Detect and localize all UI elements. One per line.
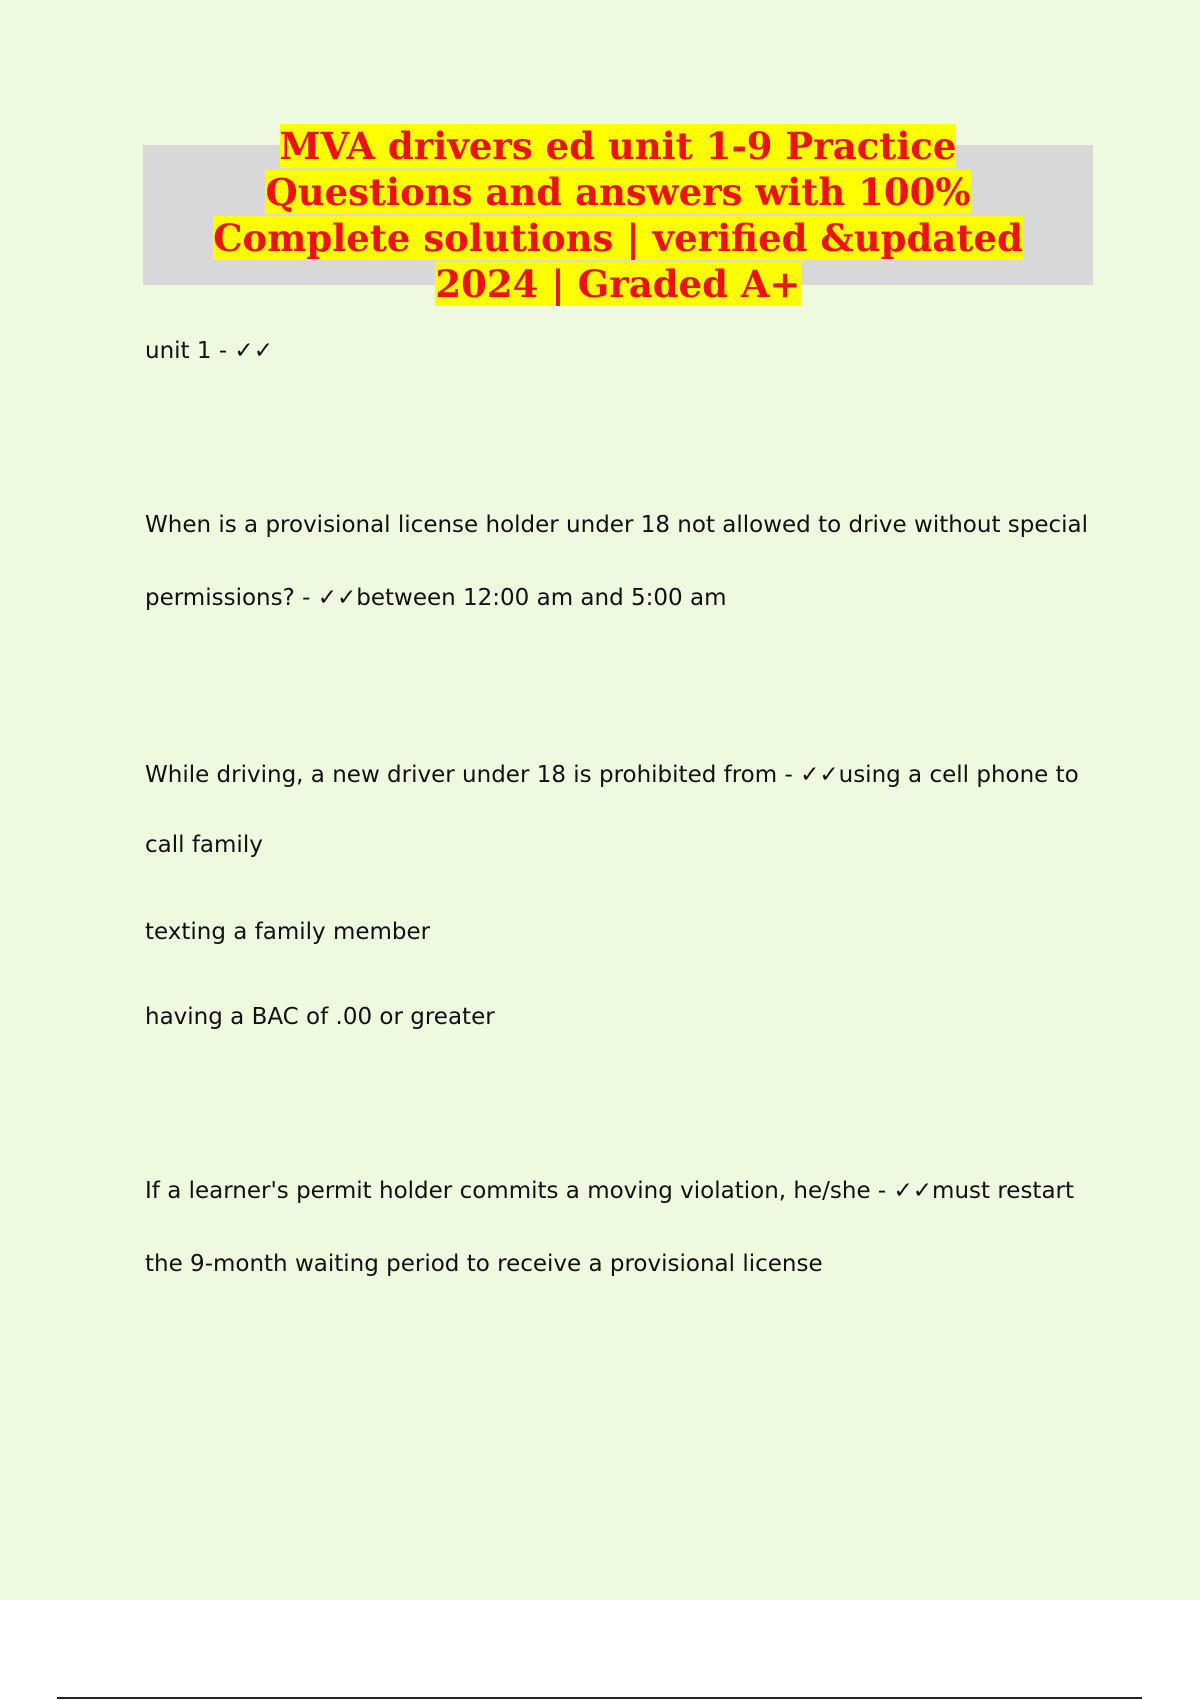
answer-line: call family [145,832,263,858]
answer-line: having a BAC of .00 or greater [145,1004,495,1030]
title-highlight: MVA drivers ed unit 1-9 Practice Questions and answers with 100% Complete solutions | verified &updated 2024 | Graded A+ [213,124,1023,306]
question-line: While driving, a new driver under 18 is prohibited from - ✓✓using a cell phone to [145,762,1079,788]
question-line: If a learner's permit holder commits a moving violation, he/she - ✓✓must restart [145,1178,1075,1204]
answer-line: the 9-month waiting period to receive a provisional license [145,1251,823,1277]
answer-line: permissions? - ✓✓between 12:00 am and 5:00 am [145,585,727,611]
document-title [188,123,1048,307]
footer-divider [57,1697,1142,1699]
section-heading-unit-1: unit 1 - ✓✓ [145,338,273,364]
question-line: When is a provisional license holder under 18 not allowed to drive without special [145,512,1089,538]
title-banner [143,124,1093,306]
answer-line: texting a family member [145,919,431,945]
